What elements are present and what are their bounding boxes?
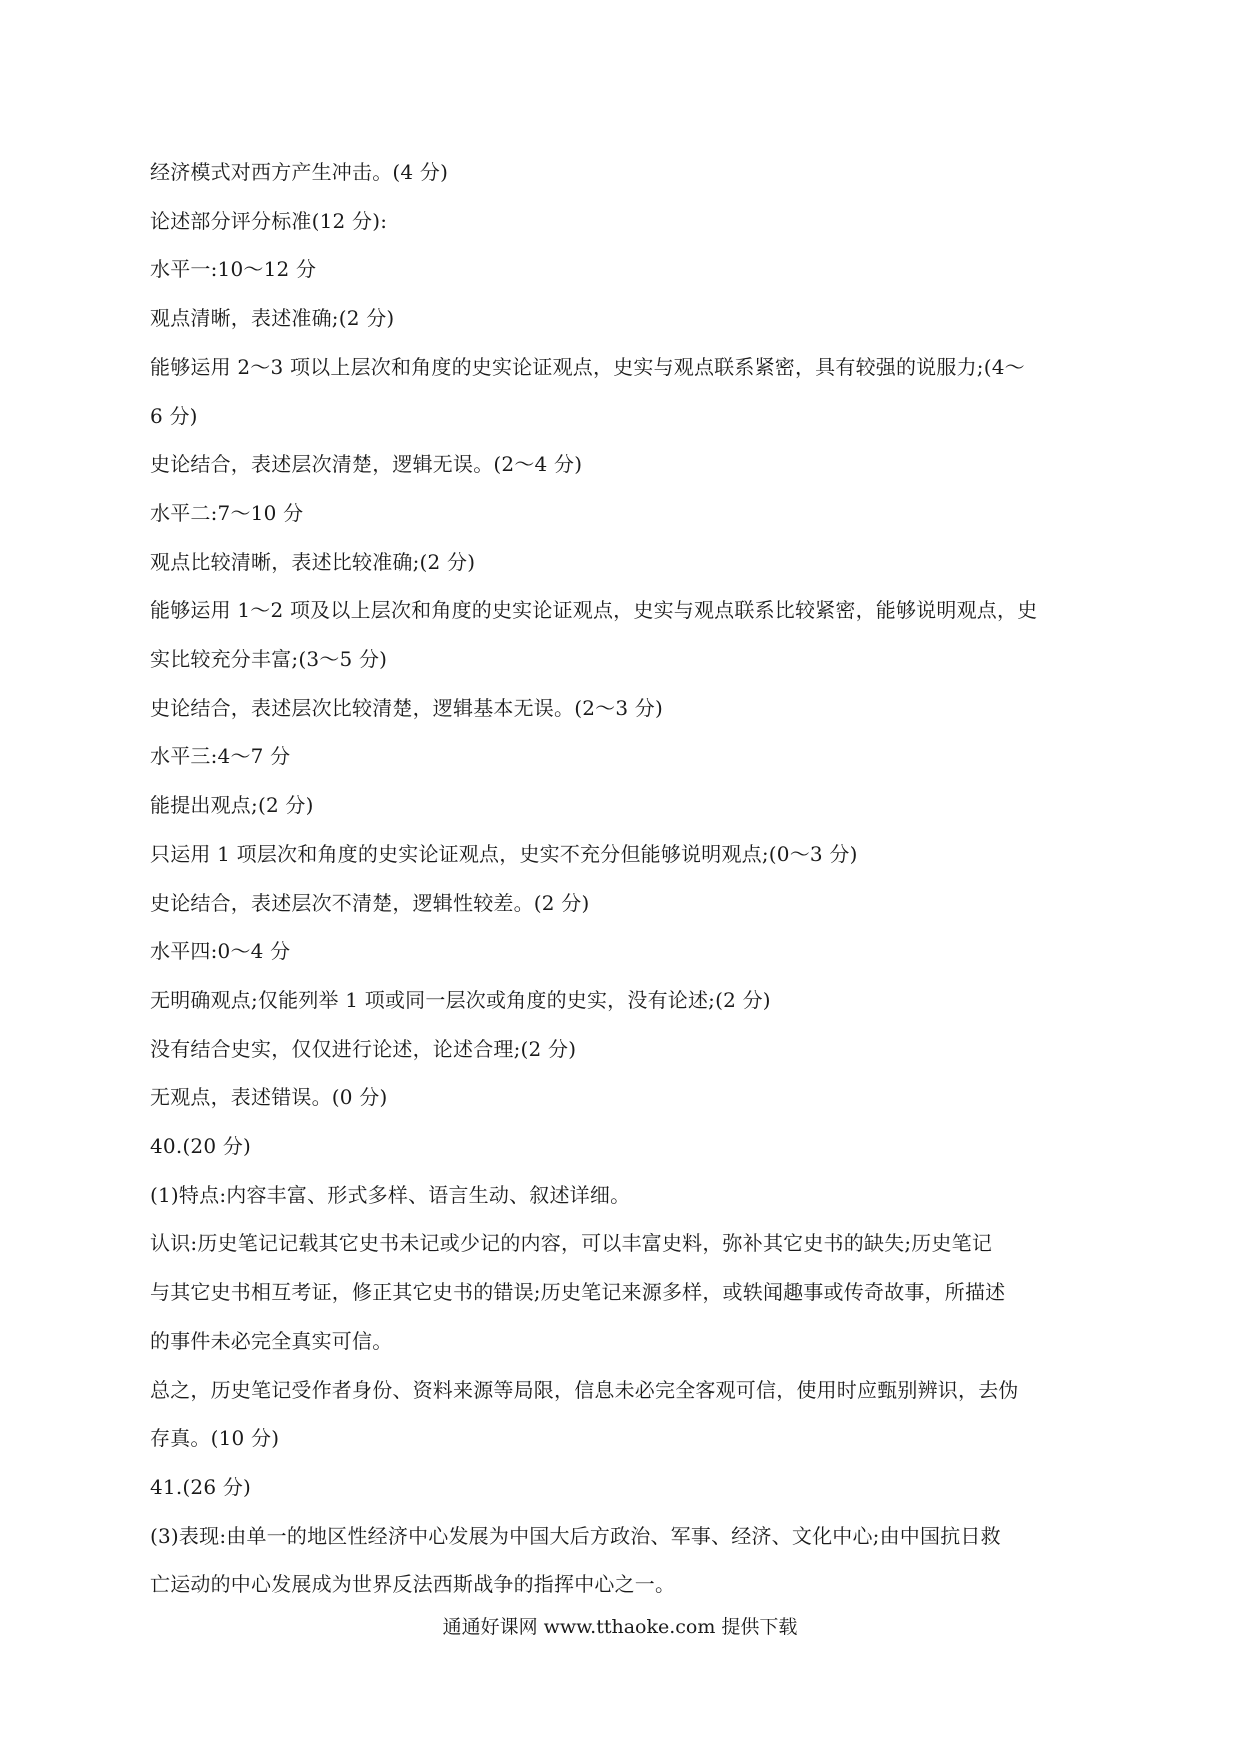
- page-footer: 通通好课网 www.tthaoke.com 提供下载: [442, 1616, 798, 1638]
- text-line: 水平一:10～12 分: [150, 257, 317, 282]
- text-line: 认识:历史笔记记载其它史书未记或少记的内容，可以丰富史料，弥补其它史书的缺失;历史笔记: [150, 1231, 993, 1256]
- text-line: 亡运动的中心发展成为世界反法西斯战争的指挥中心之一。: [150, 1572, 676, 1597]
- text-line: 41.(26 分): [150, 1474, 252, 1499]
- text-line: 水平三:4～7 分: [150, 744, 291, 769]
- text-line: 水平四:0～4 分: [150, 939, 291, 964]
- text-line: 存真。(10 分): [150, 1426, 280, 1451]
- text-line: 史论结合，表述层次比较清楚，逻辑基本无误。(2～3 分): [150, 695, 664, 720]
- text-line: 能够运用 1～2 项及以上层次和角度的史实论证观点，史实与观点联系比较紧密，能够说明观点，史: [150, 598, 1038, 623]
- text-line: 40.(20 分): [150, 1134, 252, 1159]
- text-line: 观点清晰，表述准确;(2 分): [150, 306, 395, 331]
- text-line: 能提出观点;(2 分): [150, 793, 314, 818]
- text-line: 论述部分评分标准(12 分):: [150, 208, 388, 233]
- text-line: 无观点，表述错误。(0 分): [150, 1085, 388, 1110]
- text-line: 与其它史书相互考证，修正其它史书的错误;历史笔记来源多样，或轶闻趣事或传奇故事，所描述: [150, 1280, 1006, 1305]
- text-line: 的事件未必完全真实可信。: [150, 1328, 393, 1353]
- document-body: [150, 148, 1100, 1609]
- text-line: 经济模式对西方产生冲击。(4 分): [150, 160, 449, 184]
- text-line: 观点比较清晰，表述比较准确;(2 分): [150, 549, 476, 574]
- text-line: 只运用 1 项层次和角度的史实论证观点，史实不充分但能够说明观点;(0～3 分): [150, 841, 858, 866]
- text-line: (3)表现:由单一的地区性经济中心发展为中国大后方政治、军事、经济、文化中心;由中国抗日救: [150, 1523, 1001, 1548]
- text-line: (1)特点:内容丰富、形式多样、语言生动、叙述详细。: [150, 1182, 631, 1207]
- text-line: 水平二:7～10 分: [150, 500, 304, 525]
- text-line: 无明确观点;仅能列举 1 项或同一层次或角度的史实，没有论述;(2 分): [150, 987, 771, 1012]
- text-line: 6 分): [150, 403, 198, 428]
- text-line: 总之，历史笔记受作者身份、资料来源等局限，信息未必完全客观可信，使用时应甄别辨识，去伪: [150, 1377, 1019, 1402]
- text-line: 史论结合，表述层次不清楚，逻辑性较差。(2 分): [150, 890, 590, 915]
- text-line: 没有结合史实，仅仅进行论述，论述合理;(2 分): [150, 1036, 577, 1061]
- text-line: 实比较充分丰富;(3～5 分): [150, 647, 388, 672]
- text-line: 能够运用 2～3 项以上层次和角度的史实论证观点，史实与观点联系紧密，具有较强的说服力;(4～: [150, 354, 1025, 379]
- text-line: 史论结合，表述层次清楚，逻辑无误。(2～4 分): [150, 452, 583, 477]
